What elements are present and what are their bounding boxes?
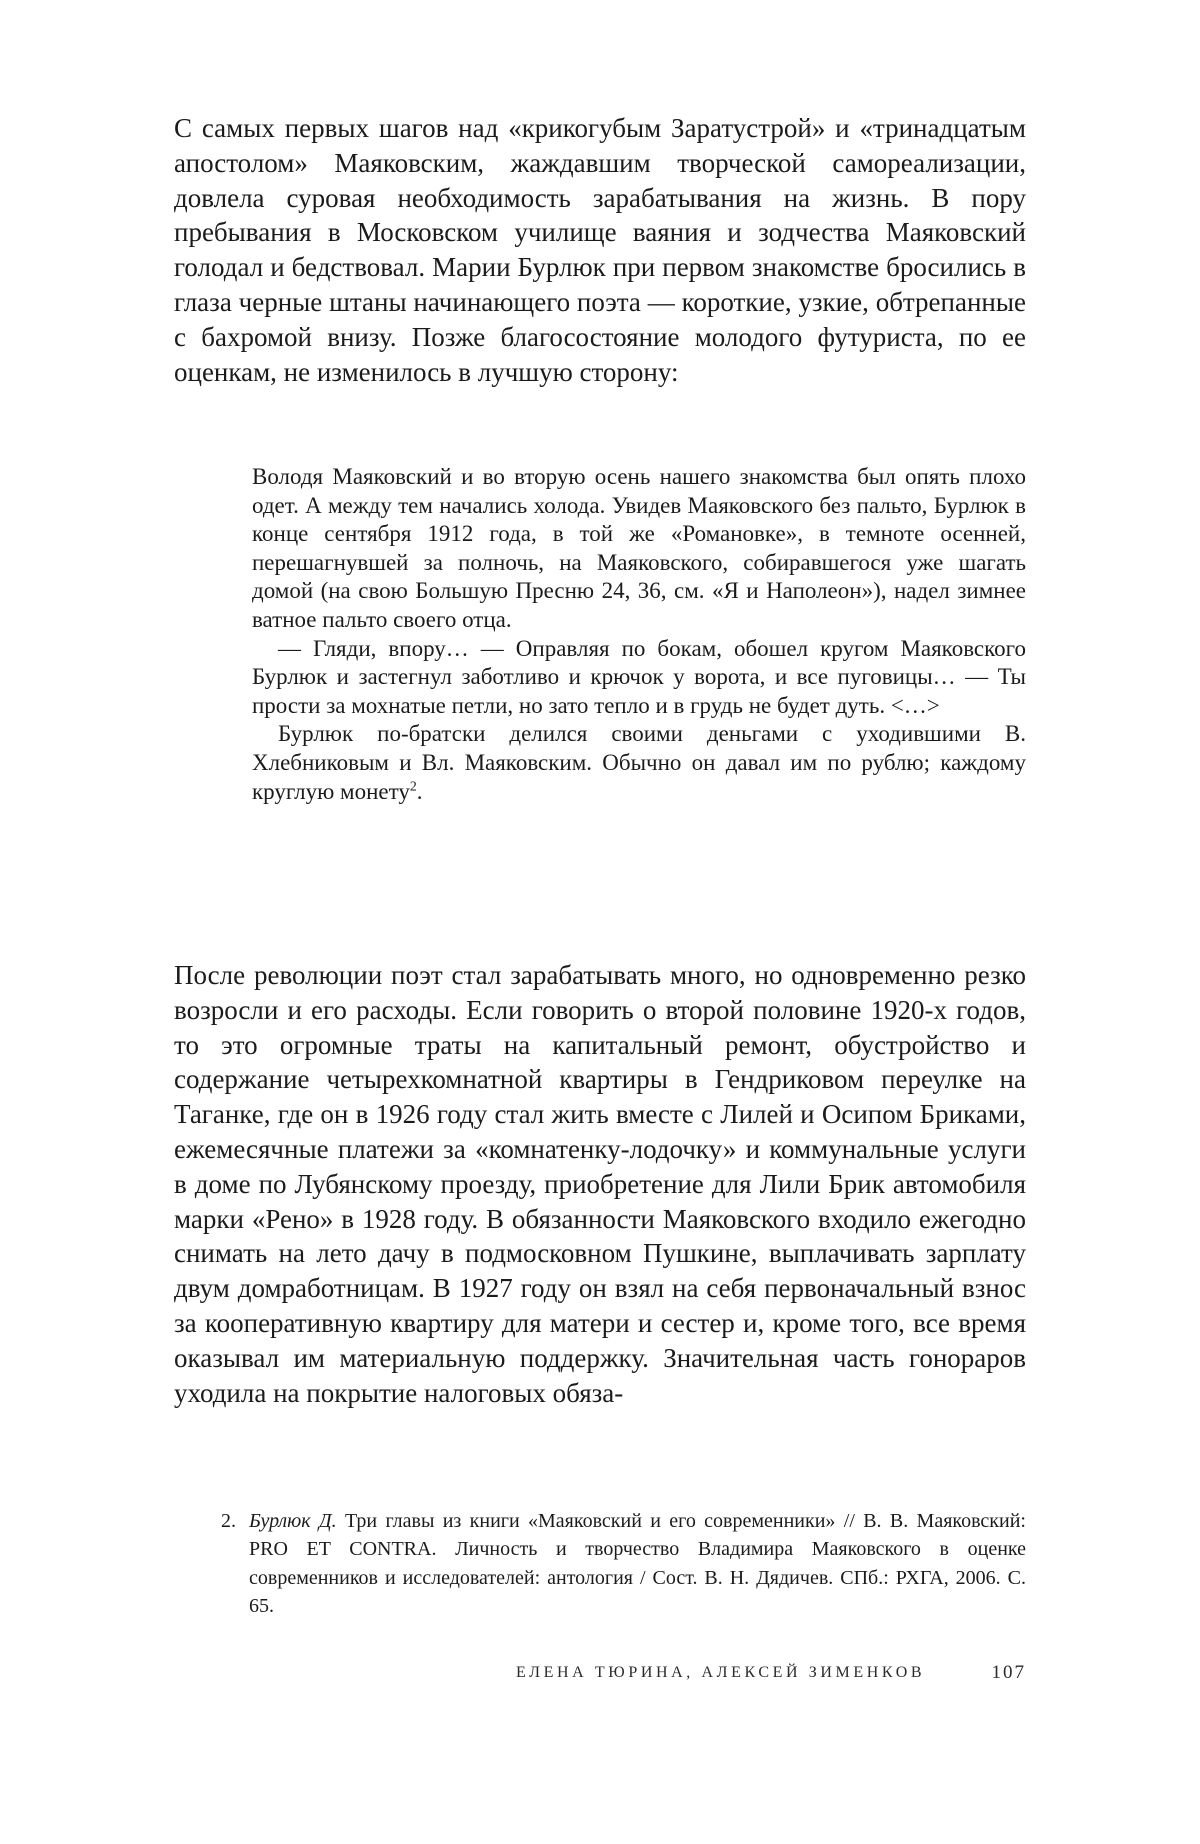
quote-paragraph-3-text: Бурлюк по-братски делился своими деньгами с уходившими В. Хлебниковым и Вл. Маяковским. Обычно он давал им по рублю; каждому круглую монету: [252, 721, 1026, 804]
body-paragraph-1: С самых первых шагов над «крикогубым Заратустрой» и «тринадцатым апостолом» Маяковским, жаждавшим творческой самореализации, довлела суровая необходимость зарабатывания на жизнь. В пору пребывания в Московском училище ваяния и зодчества Маяковский голодал и бедствовал. Марии Бурлюк при первом знакомстве бросились в глаза черные штаны начинающего поэта — короткие, узкие, обтрепанные с бахромой внизу. Позже благосостояние молодого футуриста, по ее оценкам, не изменилось в лучшую сторону:: [174, 113, 1026, 387]
footnote-body: [249, 1507, 1026, 1621]
quote-paragraph-2: — Гляди, впору… — Оправляя по бокам, обошел кругом Маяковского Бурлюк и застегнул заботливо и крючок у ворота, и все пуговицы… — Ты прости за мохнатые петли, но зато тепло и в грудь не будет дуть. <…>: [252, 635, 1026, 718]
footnote-author: Бурлюк Д.: [249, 1510, 337, 1532]
quote-paragraph-1: Володя Маяковский и во вторую осень нашего знакомства был опять плохо одет. А между тем начались холода. Увидев Маяковского без пальто, Бурлюк в конце сентября 1912 года, в той же «Романовке», в темноте осенней, перешагнувшей за полночь, на Маяковского, собиравшегося уже шагать домой (на свою Большую Пресню 24, 36, см. «Я и Наполеон»), надел зимнее ватное пальто своего отца.: [252, 464, 1026, 632]
footnote-text: Три главы из книги «Маяковский и его современники» // В. В. Маяковский: PRO ET CONTRA. Личность и творчество Владимира Маяковского в оценке современников и исследователей: антология / Сост. В. Н. Дядичев. СПб.: РХГА, 2006. С. 65.: [249, 1510, 1026, 1618]
footnote-reference: 2: [409, 777, 417, 793]
running-footer-authors: ЕЛЕНА ТЮРИНА, АЛЕКСЕЙ ЗИМЕНКОВ: [516, 1664, 926, 1681]
quote-paragraph-3: Бурлюк по-братски делился своими деньгами с уходившими В. Хлебниковым и Вл. Маяковским. Обычно он давал им по рублю; каждому круглую монету$^2$.: [252, 721, 1026, 804]
body-paragraph-2: После революции поэт стал зарабатывать много, но одновременно резко возросли и его расходы. Если говорить о второй половине 1920-х годов, то это огромные траты на капитальный ремонт, обустройство и содержание четырехкомнатной квартиры в Гендриковом переулке на Таганке, где он в 1926 году стал жить вместе с Лилей и Осипом Бриками, ежемесячные платежи за «комнатенку-лодочку» и коммунальные услуги в доме по Лубянскому проезду, приобретение для Лили Брик автомобиля марки «Рено» в 1928 году. В обязанности Маяковского входило ежегодно снимать на лето дачу в подмосковном Пушкине, выплачивать зарплату двум домработницам. В 1927 году он взял на себя первоначальный взнос за кооперативную квартиру для матери и сестер и, кроме того, все время оказывал им материальную поддержку. Значительная часть гонораров уходила на покрытие налоговых обяза-: [174, 960, 1026, 1408]
footnote-number: 2.: [221, 1510, 236, 1532]
page-number: 107: [991, 1662, 1026, 1683]
block-quote: [252, 463, 1026, 806]
footnote: [221, 1507, 1026, 1621]
